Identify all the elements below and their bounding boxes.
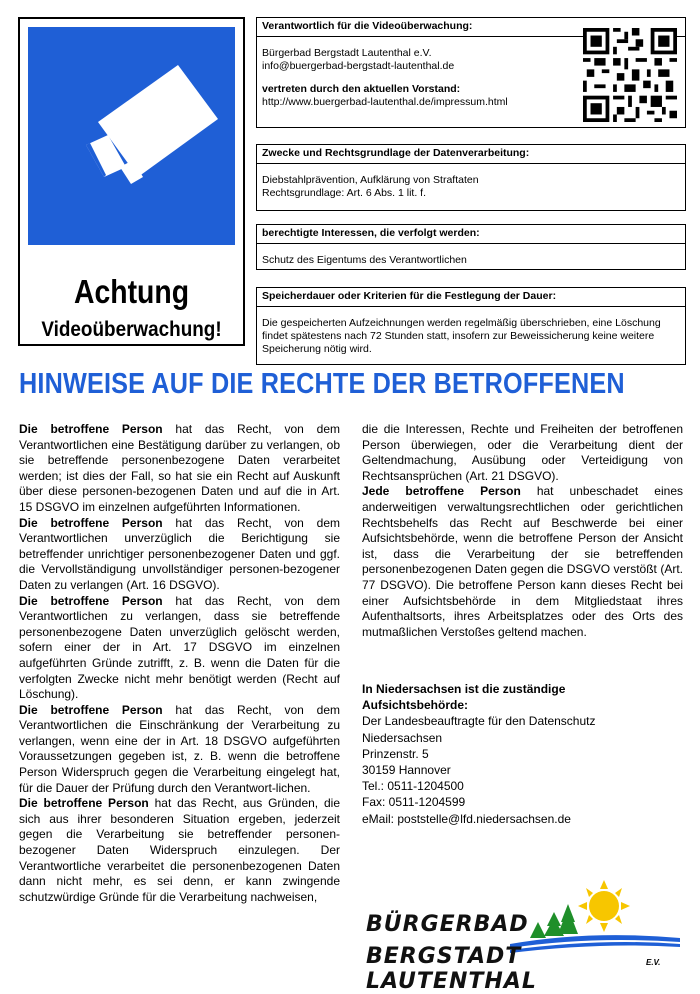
- logo-line-1: BÜRGERBAD: [366, 912, 529, 937]
- purpose-heading: Zwecke und Rechtsgrundlage der Datenverarbeitung:: [257, 147, 685, 164]
- purpose-line-2: Rechtsgrundlage: Art. 6 Abs. 1 lit. f.: [262, 187, 427, 199]
- right-rectification: Die betroffene Person hat das Recht, von dem Verantwortlichen unverzüglich die Berichtigung sie betreffender unrichtiger personenbezogener Daten und ggf. die Vervollständigung unvollständiger personen-bezogener Daten zu verlangen (Art. 16 DSGVO).: [19, 515, 340, 592]
- storage-text: Die gespeicherten Aufzeichnungen werden regelmäßig überschrieben, eine Löschung findet spätestens nach 72 Stunden statt, insofern zur Beweissicherung keine weitere Speicherung nötig wird.: [262, 317, 661, 355]
- authority-fax: Fax: 0511-1204599: [362, 795, 466, 810]
- logo-suffix: E.V.: [646, 958, 661, 967]
- rights-heading: HINWEISE AUF DIE RECHTE DER BETROFFENEN: [19, 368, 625, 400]
- purpose-box: [256, 144, 686, 211]
- buergerbad-logo: [360, 878, 680, 994]
- interest-text: Schutz des Eigentums des Verantwortlichen: [262, 254, 467, 266]
- impressum-link[interactable]: http://www.buergerbad-lautenthal.de/impressum.html: [262, 96, 508, 108]
- sign-title: Achtung: [73, 273, 190, 310]
- rights-right-column: [362, 422, 683, 640]
- right-complaint: Jede betroffene Person hat unbeschadet eines anderweitigen verwaltungsrechtlichen oder gerichtlichen Rechtsbehelfs das Recht auf Beschwerde bei einer Aufsichtsbehörde, wenn die betroffene Person der Ansicht ist, dass die Verarbeitung der sie betreffenden personenbezogenen Daten gegen die DSGVO verstößt (Art. 77 DSGVO). Die betroffene Person kann dieses Recht bei einer Aufsichtsbehörde in dem Mitgliedstaat ihres Aufenthaltsorts, ihres Arbeitsplatzes oder des Orts des mutmaßlichen Verstoßes geltend machen.: [362, 484, 683, 639]
- authority-phone: Tel.: 0511-1204500: [362, 779, 464, 794]
- responsible-heading: Verantwortlich für die Videoüberwachung:: [257, 20, 685, 37]
- storage-heading: Speicherdauer oder Kriterien für die Festlegung der Dauer:: [257, 290, 685, 307]
- purpose-line-1: Diebstahlprävention, Aufklärung von Straftaten: [262, 174, 479, 186]
- logo-line-2: BERGSTADT LAUTENTHAL: [366, 944, 537, 994]
- right-restriction: Die betroffene Person hat das Recht, von dem Verantwortlichen die Einschränkung der Verarbeitung zu verlangen, wenn eine der in Art. 18 DSGVO aufgeführten Voraussetzungen gegeben ist, z. B. wenn die betroffene Person Widerspruch gegen die Verarbeitung eingelegt hat, für die Dauer der Prüfung durch den Verantwort-lichen.: [19, 702, 340, 795]
- right-erasure: Die betroffene Person hat das Recht, von dem Verantwortlichen zu verlangen, dass sie betreffende personenbezogene Daten unverzüglich gelöscht werden, sofern einer der in Art. 17 DSGVO im einzelnen aufgeführten Gründe zutrifft, z. B. wenn die Daten für die verfolgten Zwecke nicht mehr benötigt werden (Recht auf Löschung).: [19, 593, 340, 702]
- authority-email[interactable]: eMail: poststelle@lfd.niedersachsen.de: [362, 811, 571, 826]
- camera-icon: [28, 27, 235, 245]
- authority-line: Prinzenstr. 5: [362, 746, 429, 761]
- interest-box: [256, 224, 686, 270]
- authority-line: Niedersachsen: [362, 730, 443, 745]
- responsible-org: Bürgerbad Bergstadt Lautenthal e.V.: [262, 47, 432, 59]
- authority-heading-1: In Niedersachsen ist die zuständige: [362, 682, 566, 696]
- sign-subtitle: Videoüberwachung!: [41, 318, 222, 341]
- right-objection-continued: die die Interessen, Rechte und Freiheiten der betroffenen Person überwiegen, oder die Verarbeitung dient der Geltendmachung, Ausübung oder Verteidigung von Rechtsansprüchen (Art. 21 DSGVO).: [362, 422, 683, 483]
- right-access: Die betroffene Person hat das Recht, von dem Verantwortlichen eine Bestätigung darüber zu verlangen, ob sie betreffende personenbezogene Daten verarbeitet werden; ist dies der Fall, so hat sie ein Recht auf Auskunft über diese personen-bezogenen Daten und auf die in Art. 15 DSGVO im einzelnen aufgeführten Informationen.: [19, 422, 340, 514]
- authority-line: Der Landesbeauftragte für den Datenschutz: [362, 714, 596, 729]
- storage-box: [256, 287, 686, 365]
- authority-line: 30159 Hannover: [362, 763, 451, 778]
- qr-code-icon[interactable]: [583, 28, 677, 122]
- representative-heading: vertreten durch den aktuellen Vorstand:: [262, 83, 461, 95]
- right-objection: Die betroffene Person hat das Recht, aus Gründen, die sich aus ihrer besonderen Situation ergeben, jederzeit gegen die Verarbeitung sie betreffender personen-bezogener Daten Widerspruch einzulegen. Der Verantwortliche verarbeitet die personenbezogenen Daten dann nicht mehr, es sei denn, er kann zwingende schutzwürdige Gründe für die Verarbeitung nachweisen,: [19, 796, 340, 904]
- responsible-email[interactable]: info@buergerbad-bergstadt-lautenthal.de: [262, 60, 455, 72]
- interest-heading: berechtigte Interessen, die verfolgt werden:: [257, 227, 685, 244]
- sign-blue-panel: [28, 27, 235, 245]
- camera-warning-sign: [18, 17, 245, 346]
- authority-contact: [362, 681, 595, 827]
- authority-heading-2: Aufsichtsbehörde:: [362, 698, 469, 713]
- responsible-box: [256, 17, 686, 128]
- rights-left-column: [19, 422, 340, 905]
